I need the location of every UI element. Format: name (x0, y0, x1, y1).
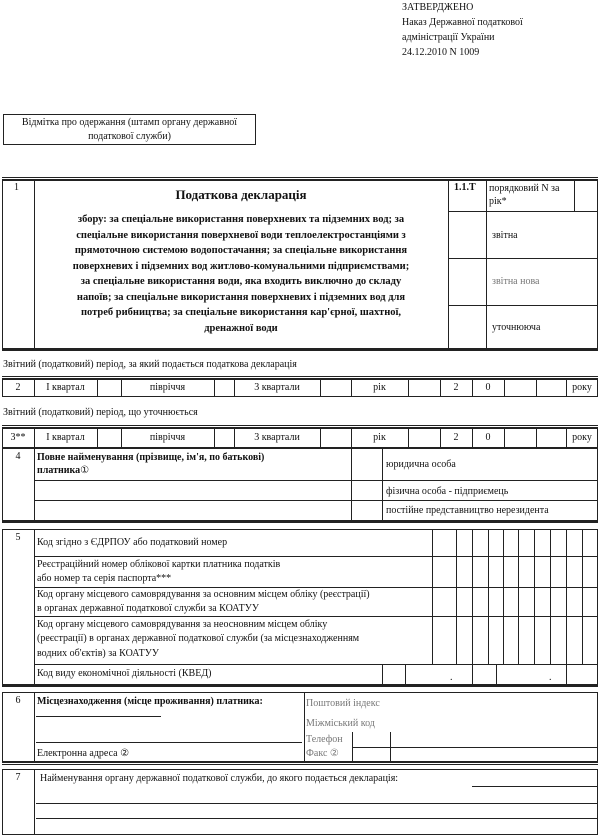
period-corrected-caption: Звітний (податковий) період, що уточнюється (3, 407, 198, 418)
option-legal-entity: юридична особа (386, 459, 456, 470)
city-code-label: Міжміський код (306, 718, 375, 729)
form-code: 1.1.Т (454, 182, 476, 193)
section-5-number: 5 (15, 532, 21, 543)
main-koatuu-label-2: в органах державної податкової служби за КОАТУУ (37, 603, 259, 614)
section-4-number: 4 (15, 451, 21, 462)
phone-label: Телефон (306, 734, 343, 745)
approval-line-2: Наказ Державної податкової (402, 17, 523, 28)
section-1-number: 1 (14, 182, 19, 193)
payer-name-label: Повне найменування (прізвище, ім'я, по батькові) (37, 452, 265, 463)
year-digit-2: 0 (485, 432, 491, 443)
year-word: року (572, 382, 592, 393)
main-koatuu-label: Код органу місцевого самоврядування за основним місцем обліку (реєстрації) (37, 589, 370, 600)
reg-number-label: Реєстраційний номер облікової картки платника податків (37, 559, 281, 570)
year-digit-2: 0 (485, 382, 491, 393)
period-q1-label: І квартал (46, 382, 85, 393)
section-6-number: 6 (15, 695, 21, 706)
location-label: Місцезнаходження (місце проживання) платника: (37, 696, 263, 707)
period-q3-label: 3 квартали (254, 432, 300, 443)
email-label: Електронна адреса ② (37, 748, 130, 759)
secondary-koatuu-label-2: (реєстрації) в органах державної податкової служби (за місцезнаходженням (37, 633, 360, 644)
period-reporting-number: 2 (15, 382, 21, 393)
edrpou-label: Код згідно з ЄДРПОУ або податковий номер (37, 537, 228, 548)
rule (2, 348, 598, 351)
declaration-title: Податкова декларація (175, 187, 307, 202)
secondary-koatuu-label: Код органу місцевого самоврядування за неосновним місцем обліку (37, 619, 328, 630)
passport-label: або номер та серія паспорта*** (37, 573, 172, 584)
period-reporting-caption: Звітний (податковий) період, за який подається податкова декларація (3, 359, 297, 370)
approval-line-4: 24.12.2010 N 1009 (402, 47, 480, 58)
period-corrected-number: 3** (10, 432, 26, 443)
period-year-label: рік (373, 382, 386, 393)
declaration-subtitle: збору: за спеціальне використання поверхневих та підземних вод; за спеціальне використання поверхневої води теплоелектростанціями з прямоточною системою водопостачання; за спеціальне використання поверхневих і підземних вод житлово-комунальними підприємствами; за спеціальне використання води, яка входить виключно до складу напоїв; за спеціальне використання поверхневих і підземних вод для потреб рибництва; за спеціальне використання кар'єрної, шахтної, дренажної води (72, 214, 410, 334)
kved-dot-2: . (549, 672, 552, 683)
period-half-label: півріччя (149, 432, 186, 443)
period-year-label: рік (373, 432, 386, 443)
payer-name-label-2: платника① (37, 465, 90, 476)
postal-code-label: Поштовий індекс (306, 698, 380, 709)
year-word: року (572, 432, 592, 443)
kved-dot-1: . (450, 672, 453, 683)
type-corrective: уточнююча (492, 322, 541, 333)
year-digit-1: 2 (453, 382, 459, 393)
kved-label: Код виду економічної діяльності (КВЕД) (37, 668, 212, 679)
fax-label: Факс ② (306, 748, 339, 759)
period-half-label: півріччя (149, 382, 186, 393)
stamp-box (3, 114, 256, 145)
stamp-line-1: Відмітка про одержання (штамп органу державної (21, 117, 238, 128)
rule (2, 762, 598, 765)
option-nonresident-representation: постійне представництво нерезидента (386, 505, 549, 516)
period-q1-label: І квартал (46, 432, 85, 443)
rule (2, 520, 598, 523)
order-number-label: порядковий N за рік* (489, 183, 560, 207)
section-7-number: 7 (15, 772, 21, 783)
authority-label: Найменування органу державної податкової служби, до якого подається декларація: (40, 773, 399, 784)
year-digit-1: 2 (453, 432, 459, 443)
option-individual-entrepreneur: фізична особа - підприємець (386, 486, 509, 497)
period-q3-label: 3 квартали (254, 382, 300, 393)
secondary-koatuu-label-3: водних об'єктів) за КОАТУУ (37, 648, 159, 659)
stamp-line-2: податкової служби) (88, 131, 171, 142)
approval-line-1: ЗАТВЕРДЖЕНО (402, 2, 474, 13)
type-new-reporting: звітна нова (492, 276, 540, 287)
type-reporting: звітна (492, 230, 518, 241)
approval-line-3: адміністрації України (402, 32, 495, 43)
rule (2, 684, 598, 687)
